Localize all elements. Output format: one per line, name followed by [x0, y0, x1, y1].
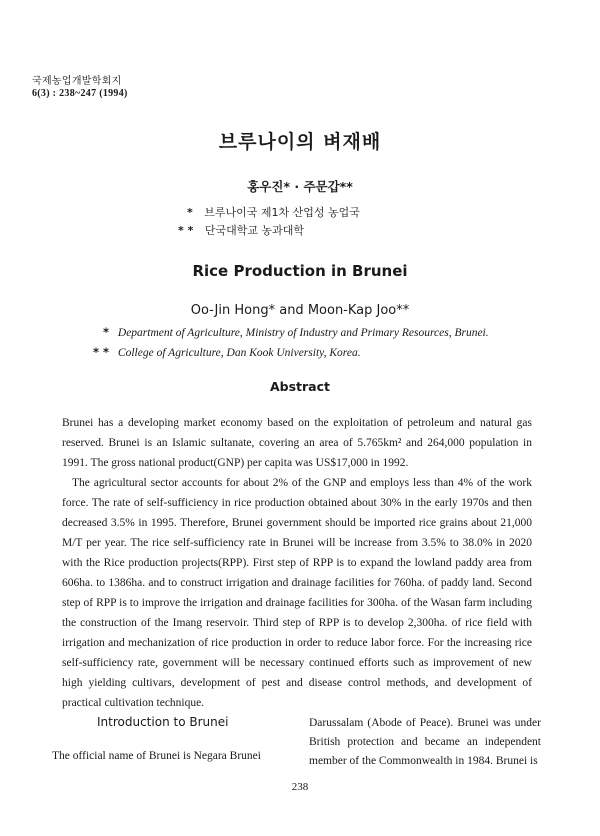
- english-authors: Oo-Jin Hong* and Moon-Kap Joo**: [190, 303, 410, 318]
- english-affiliation-2: [93, 345, 361, 359]
- affiliation-mark: *: [187, 206, 193, 219]
- abstract-heading: Abstract: [269, 379, 331, 394]
- affiliation-text: 브루나이국 제1차 산업성 농업국: [204, 206, 360, 219]
- abstract-body: [62, 413, 532, 713]
- journal-name: 국제농업개발학회지: [32, 76, 122, 87]
- affiliation-mark: * *: [178, 224, 194, 237]
- korean-affiliation-1: [187, 204, 360, 220]
- affiliation-text: College of Agriculture, Dan Kook University, Korea.: [117, 347, 361, 359]
- english-affiliation-1: [103, 325, 489, 339]
- affiliation-mark: * *: [93, 345, 110, 359]
- korean-affiliation-2: [178, 222, 304, 238]
- page-number: 238: [291, 781, 309, 793]
- affiliation-text: 단국대학교 농과대학: [204, 224, 304, 237]
- affiliation-text: Department of Agriculture, Ministry of Industry and Primary Resources, Brunei.: [117, 327, 489, 339]
- journal-volume: 6(3) : 238~247 (1994): [32, 88, 128, 99]
- left-column-text: The official name of Brunei is Negara Brunei: [52, 750, 261, 762]
- affiliation-mark: *: [103, 325, 110, 339]
- english-title: Rice Production in Brunei: [192, 262, 408, 280]
- section-heading-introduction: Introduction to Brunei: [97, 715, 229, 729]
- abstract-paragraph-1: Brunei has a developing market economy based on the exploitation of petroleum and natural gas reserved. Brunei is an Islamic sultanate, covering an area of 5.765km² and 264,000 population in 1991. The gross national product(GNP) per capita was US$17,000 in 1992.: [62, 417, 532, 469]
- korean-title: 브루나이의 벼재배: [218, 131, 382, 153]
- abstract-paragraph-2: The agricultural sector accounts for about 2% of the GNP and employs less than 4% of the work force. The rate of self-sufficiency in rice production obtained about 30% in the early 1970s and then decreased 3.5% in 1995. Therefore, Brunei government should be imported rice grains about 21,000 M/T per year. The rice self-sufficiency rate in Brunei will be increase from 3.5% to 38.0% in 2020 with the Rice production projects(RPP). First step of RPP is to expand the lowland paddy area from 606ha. to 1386ha. and to construct irrigation and drainage facilities for 760ha. of paddy land. Second step of RPP is to improve the irrigation and drainage facilities for 300ha. of the Wasan farm including the construction of the Imang reservoir. Third step of RPP is to develop 2,300ha. of rice field with irrigation and mechanization of rice production in order to reduce labor force. For the increasing rice self-sufficiency rate, government will be necessary continued efforts such as improvement of new high yielding cultivars, development of pest and disease control methods, and development of practical cultivation technique.: [62, 477, 532, 709]
- korean-authors: 홍우진* · 주문갑**: [247, 179, 353, 194]
- right-column-text: Darussalam (Abode of Peace). Brunei was under British protection and became an independent member of the Commonwealth in 1984. Brunei is: [309, 717, 541, 767]
